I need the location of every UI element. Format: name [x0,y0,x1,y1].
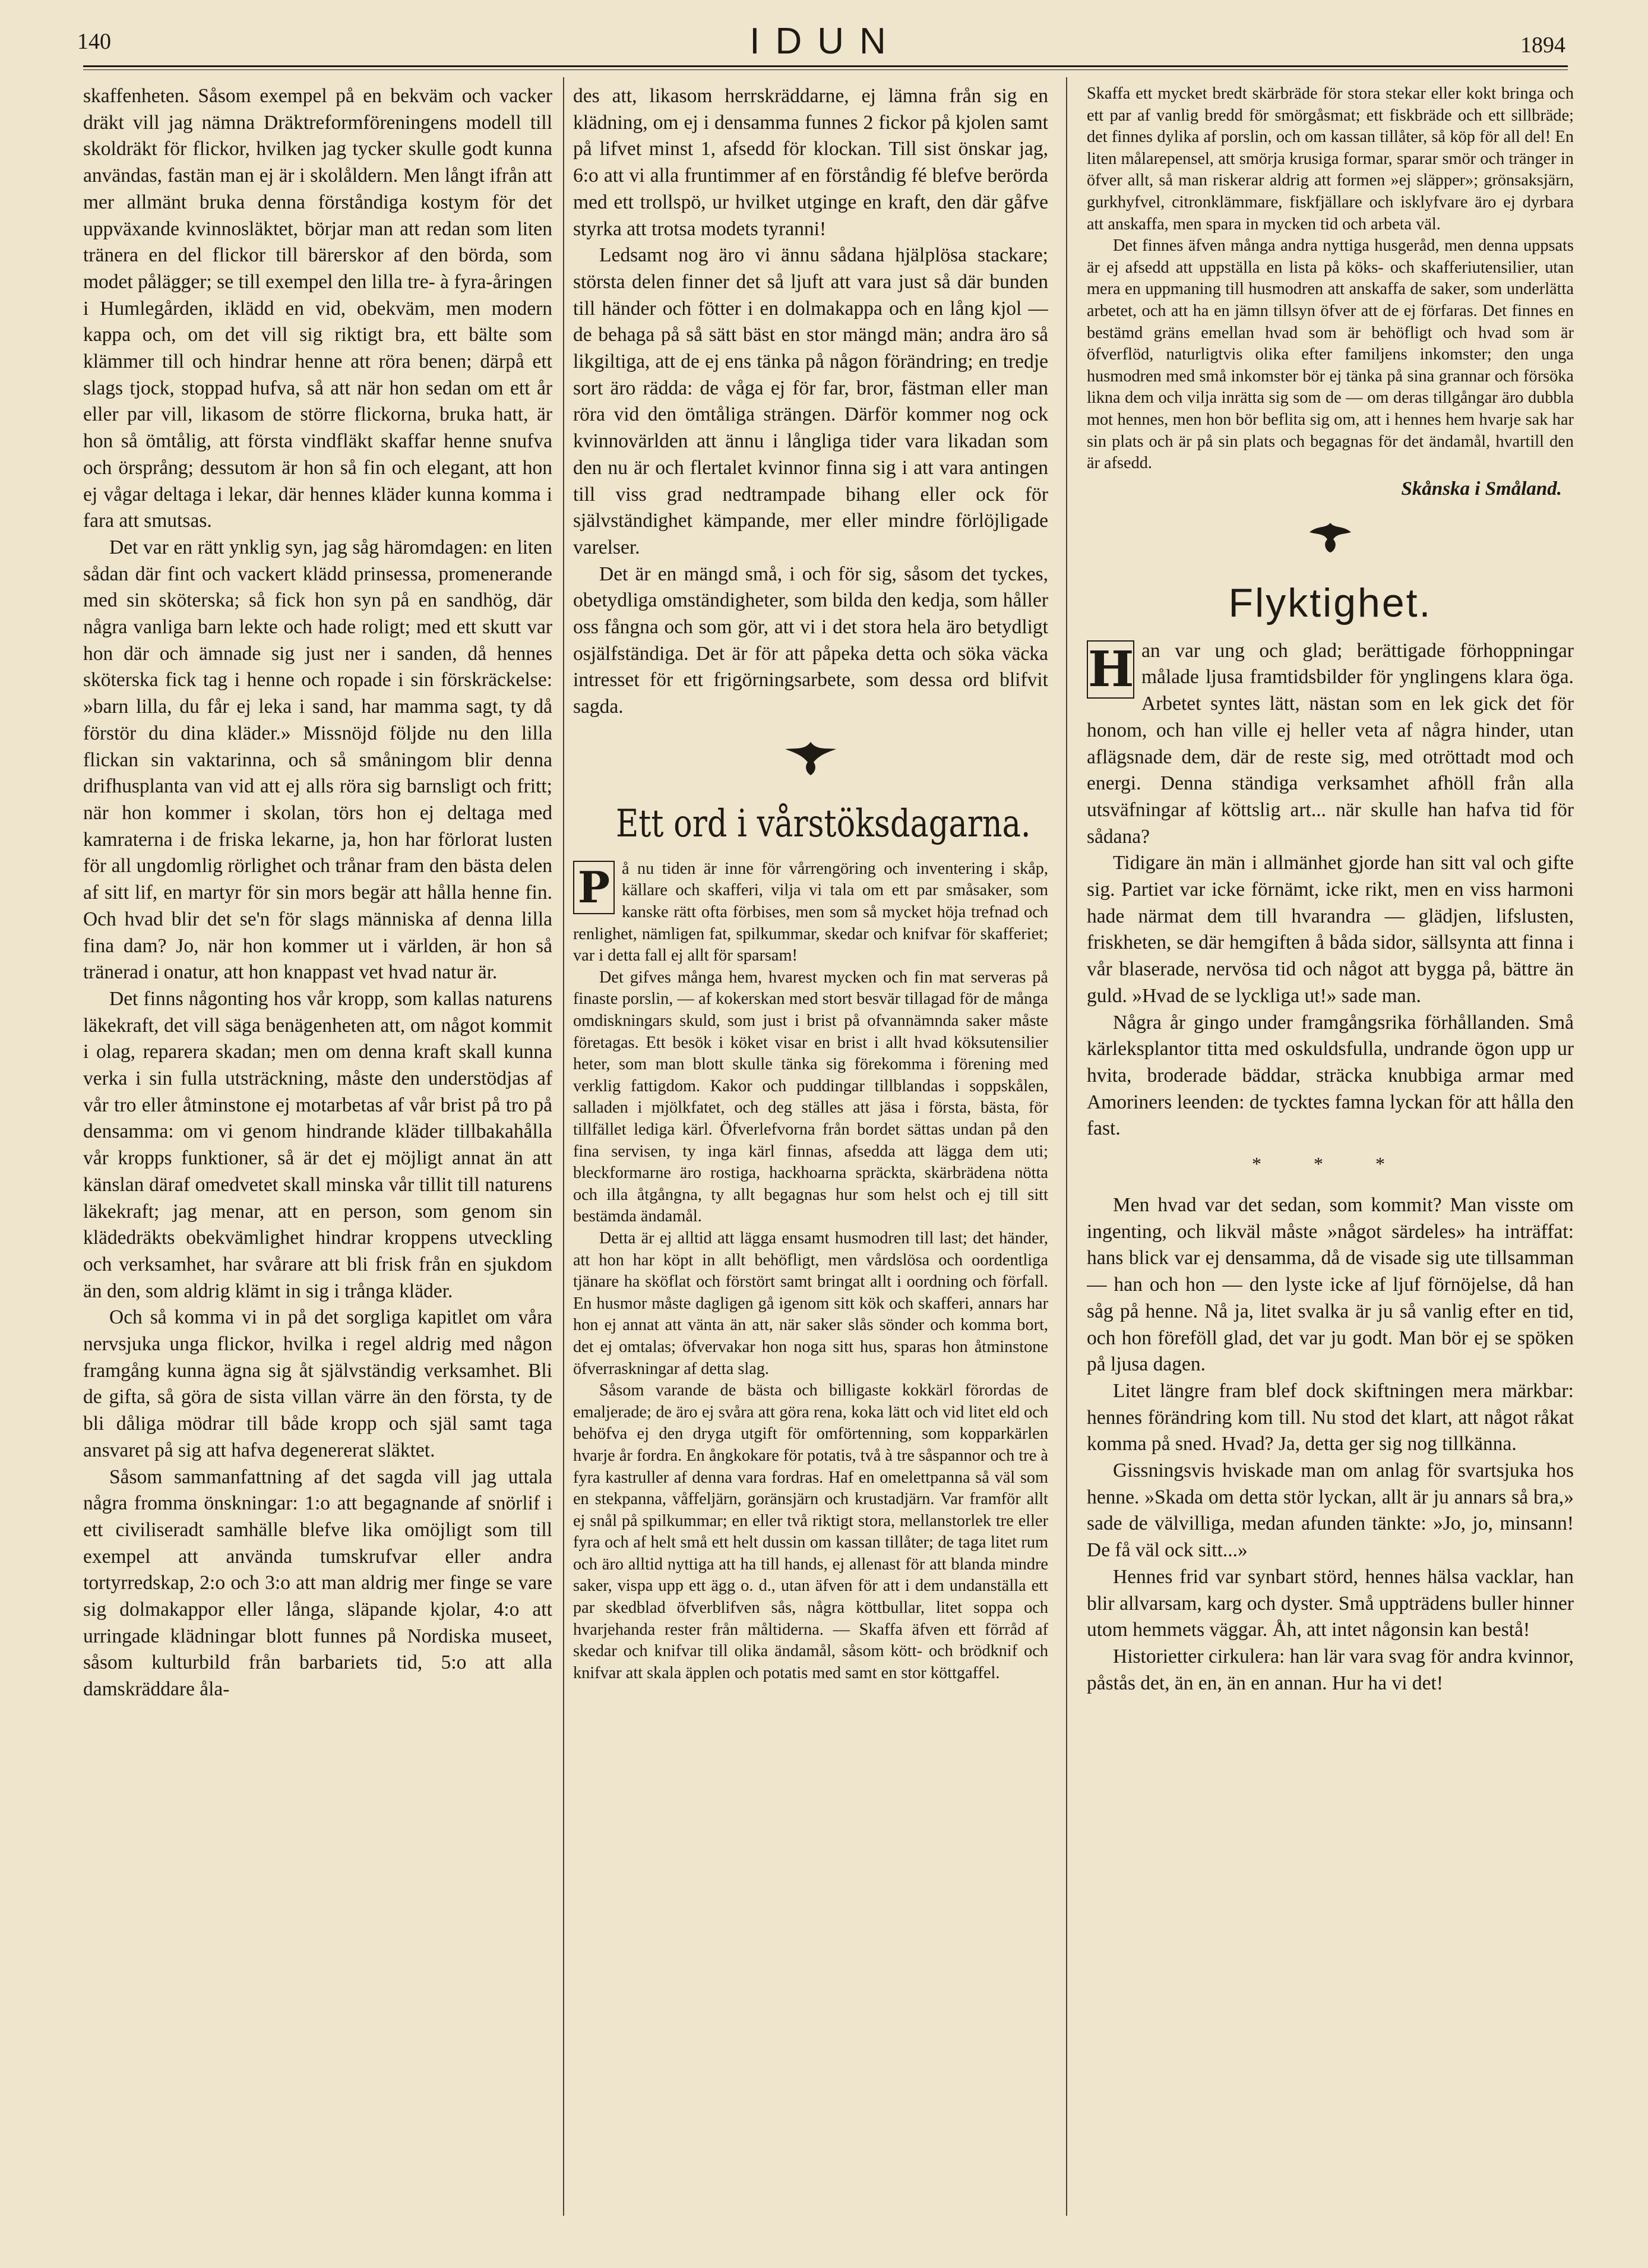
article-lead-paragraph [573,858,1048,967]
paragraph: Såsom sammanfattning af det sagda vill jag uttala några fromma önskningar: 1:o att begagnande af snörlif i ett civiliseradt samhälle blefve lika omöjligt som till exempel att använda tumskrufvar eller andra tortyrredskap, 2:o och 3:o att man aldrig mer finge se vare sig dolmakappor eller långa, släpande kjolar, 4:o att urringade klädningar blott funnes på Nordiska museet, såsom kulturbild från barbariets tid, 5:o att alla damskräddare åla- [83,1465,552,1701]
column-1 [83,83,552,2222]
masthead: IDUN [749,21,902,62]
paragraph: Det är en mängd små, i och för sig, såsom det tyckes, obetydliga omständigheter, som bilda den kedja, som håller oss fångna och som gör, att vi i det stora hela äro betydligt osjälfständiga. Det är för att påpeka detta och söka väcka intresset för ett frigörningsarbete, som dessa ord blifvit sagda. [573,563,1048,718]
paragraph: Historietter cirkulera: han lär vara svag för andra kvinnor, påstås det, än en, än en annan. Hur ha vi det! [1087,1645,1574,1694]
section-break: * * * [1252,1153,1409,1175]
paragraph: Det finnes äfven många andra nyttiga husgeråd, men denna uppsats är ej afsedd att uppställa en lista på köks- och skafferiutensilier, utan mera en uppmaning till husmodren att anskaffa de saker, som underlätta arbetet, och att ha en jämn tillsyn öfver att de ej förfaras. Det finnes en bestämd gräns emellan hvad som är behöfligt och hvad som är öfverflöd, naturligtvis olika efter familjens inkomster; den unga husmodren med små inkomster bör ej tänka på sina grannar och försöka likna dem och vilja inrätta sig som de — om deras tillgångar äro dubbla mot hennes, men hon bör beflita sig om, att i hennes hem hvarje sak har sin plats och är på sin plats och begagnas för det ändamål, hvartill den är afsedd. [1087,236,1574,473]
paragraph: Såsom varande de bästa och billigaste kokkärl förordas de emaljerade; de äro ej svåra att göra rena, koka lätt och vid litet eld och behöfva ej den dryga utgift för omförtenning, som kopparkärlen hvarje år fordra. En ångkokare för potatis, två à tre såspannor och tre à fyra kastruller af denna vara fordras. Haf en omelettpanna så väl som en stekpanna, våffeljärn, goränsjärn och krustadjärn. Var framför allt ej snål på spilkummar; en eller två riktigt stora, mellanstorlek tre eller fyra och af helt små ett helt dussin om kassan tillåter; de taga litet rum och äro alltid nyttiga att ha till hands, ej allenast för att blanda mindre saker, vispa upp ett ägg o. d., utan äfven för att i dem undanställa ett par skedblad öfverblifven sås, några köttbullar, litet soppa och hvarjehanda rester från måltiderna. — Skaffa äfven ett förråd af skedar och knifvar till olika ändamål, såsom kött- och brödknif och knifvar att skala äpplen och potatis med samt en stor köttgaffel. [573,1381,1048,1682]
column-divider [563,77,564,2216]
page-header [0,0,1648,65]
paragraph: Ledsamt nog äro vi ännu sådana hjälplösa stackare; största delen finner det så ljuft att vara just så där bunden till händer och fötter i en dolmakappa och en lång kjol — de behaga på så sätt bäst en stor mängd män; andra äro så likgiltiga, att de ej ens tänka på någon förändring; en tredje sort äro rädda: de våga ej för far, bror, fästman eller man röra vid den ömtåliga strängen. Därför kommer nog ock kvinnovärlden att ännu i långliga tider vara likadan som den nu är och flertalet kvinnor finna sig i att vara antingen till viss grad nedtrampade bihang eller ock för självständighet kämpande, mer eller mindre förlöjligade varelser. [573,244,1048,558]
ornament-icon [1304,517,1357,558]
article-lead-paragraph [1087,638,1574,851]
ornament-icon [573,737,1048,787]
issue-year: 1894 [1520,33,1565,58]
column-2 [573,83,1048,2222]
signature: Skånska i Småland. [1401,478,1562,500]
lead-text: an var ung och glad; berättigade förhoppningar målade ljusa framtidsbilder för ynglingens klara öga. Arbetet syntes lätt, nästan som en lek gick det för honom, och han ville ej heller veta af några hinder, utan aflägsnade dem, där de reste sig, med otröttadt mod och energi. Denna ständiga verksamhet afhöll från alla utsväfningar af köttslig art... när skulle han hafva tid för sådana? [1087,639,1574,848]
paragraph: des att, likasom herrskräddarne, ej lämna från sig en klädning, om ej i densamma funnes 2 fickor på kjolen samt på lifvet minst 1, afsedd för klockan. Till sist önskar jag, 6:o att vi alla fruntimmer af en förståndig fé blefve berörda med ett trollspö, ur hvilket utginge en kraft, den där gåfve styrka att trotsa modets tyranni! [573,85,1048,240]
paragraph: Några år gingo under framgångsrika förhållanden. Små kärleksplantor titta med oskuldsfulla, undrande ögon upp ur hvita, broderade bäddar, sträcka knubbiga armar med Amoriners leenden: de tycktes famna lyckan för att hålla den fast. [1087,1011,1574,1140]
paragraph: Litet längre fram blef dock skiftningen mera märkbar: hennes förändring kom till. Nu stod det klart, att något råkat komma på sned. Hvad? Ja, detta ger sig nog tillkänna. [1087,1379,1574,1455]
article-title: Ett ord i vårstöksdagarna. [616,801,1031,846]
paragraph: Och så komma vi in på det sorgliga kapitlet om våra nervsjuka unga flickor, hvilka i regel aldrig med någon framgång kunna ägna sig åt självständig verksamhet. Bli de gifta, så göra de sista villan värre än den första, ty de bli dåliga mödrar till både kropp och själ samt taga ansvaret på sig att hafva degenererat släktet. [83,1306,552,1461]
header-rule [83,65,1568,67]
paragraph: Det gifves många hem, hvarest mycken och fin mat serveras på finaste porslin, — af kokerskan med stort besvär tillagad för de många omdiskningars skuld, som just i brist på ofvannämnda saker måste företagas. Ett besök i köket visar en brist i allt hvad köksutensilier heter, som man blott skulle tänka sig förekomma i förening med verklig fattigdom. Kakor och puddingar tillblandas i soppskålen, salladen i mjölkfatet, och deg ställes att jäsa i första, bästa, för tillfället lediga kärl. Öfverlefvorna från bordet sättas undan på den fina servisen, ty inga kärl finnas, afsedda att lägga dem uti; bleckformarne äro rostiga, hackhoarna spräckta, skärbrädena nötta och illa åtgångna, ty allt begagnas hur som helst och ej till sitt bestämda ändamål. [573,968,1048,1226]
article-title: Flyktighet. [1228,580,1432,626]
ornament-icon [778,737,843,779]
drop-cap: P [573,861,615,914]
paragraph: Skaffa ett mycket bredt skärbräde för stora stekar eller kokt bringa och ett par af vanlig bredd för smörgåsmat; ett fiskbräde och ett sillbräde; det finnes dylika af porslin, och om kassan tillåter, så köp för all del! En liten målarepensel, att smörja krusiga formar, sparar smör och tränger in öfver allt, så man riskerar aldrig att formen »ej släpper»; grönsaksjärn, gurkhyfvel, citronklämmare, fiskfjällare och isklyfvare äro ej dyrbara att anskaffa, men spara in mycken tid och arbeta väl. [1087,84,1574,233]
column-3 [1087,83,1574,2222]
column-divider [1066,77,1067,2216]
paragraph: Det finns någonting hos vår kropp, som kallas naturens läkekraft, det vill säga benägenheten att, om något kommit i olag, reparera skadan; men om denna kraft skall kunna verka i sin fulla utsträckning, måste den understödjas af vår tro eller åtminstone ej motarbetas af vår brist på tro på densamma: om vi genom hindrande kläder tillbakahålla vår kropps funktioner, så är det ej möjligt annat än att känslan däraf omedvetet skall minska vår tillit till naturens läkekraft; jag menar, att en person, som genom sin klädedräkts obekvämlighet hindrar kroppens utveckling och verksamhet, har svårare att bli frisk från en sjukdom än den, som aldrig klämt in sig i trånga kläder. [83,987,552,1302]
paragraph: Det var en rätt ynklig syn, jag såg häromdagen: en liten sådan där fint och vackert klädd prinsessa, promenerande med sin sköterska; så fick hon syn på en sandhög, där några vanliga barn lekte och hade roligt; med ett skutt var hon där och ämnade sig just ner i sanden, då hennes sköterska fick tag i henne och ropade i sin förskräckelse: »barn lilla, du får ej leka i sand, har mamma sagt, ty då förstör du dina kläder.» Missnöjd följde nu den lilla flickan sin vaktarinna, och så småningom blir denna drifhusplanta van vid att ej alls röra sig barnsligt och fritt; när hon kommer i skolan, törs hon ej deltaga med kamraterna i de friska lekarne, ja, hon har förlorat lusten för all ungdomlig rörlighet och trånar fram den bästa delen af sitt lif, en martyr för sin mors begär att hålla henne fin. Och hvad blir det se'n för slags människa af denna lilla fina dam? Jo, när hon kommer ut i världen, är hon så tränerad i onatur, att hon knappast vet hvad natur är. [83,536,552,984]
page-number: 140 [77,29,111,54]
ornament-icon [1087,517,1574,567]
paragraph: Hennes frid var synbart störd, hennes hälsa vacklar, han blir allvarsam, karg och dyster. Små uppträdens buller hinner utom hemmets väggar. Åh, att intet någonsin kan bestå! [1087,1565,1574,1641]
drop-cap: H [1088,640,1134,698]
paragraph: skaffenheten. Såsom exempel på en bekväm och vacker dräkt vill jag nämna Dräktreformföreningens modell till skoldräkt för flickor, hvilken jag tycker skulle godt kunna användas, fastän man ej är i skolåldern. Men långt ifrån att mer allmänt bruka denna förståndiga kostym för det uppväxande kvinnosläktet, börjar man att redan som liten tränera en del flickor till bärerskor af den börda, som modet pålägger; se till exempel den lilla tre- à fyra-åringen i Humlegården, iklädd en vid, obekväm, men modern kappa och, om det vill sig riktigt bra, ett bälte som klämmer till och hindrar henne att röra benen; därpå ett slags tjock, stoppad hufva, så att när hon sedan om ett år eller par vill, likasom de större flickorna, bruka hatt, är hon så ömtålig, att första vindfläkt skaffar henne snufva och örsprång; dessutom är hon så fin och elegant, att hon ej vågar deltaga i lekar, där hennes kläder kunna komma i fara att smutsas. [83,85,552,532]
paragraph: Tidigare än män i allmänhet gjorde han sitt val och gifte sig. Partiet var icke förnämt, icke rikt, men en viss harmoni hade närmat dem till hvarandra — glädjen, lifslusten, friskheten, se där hemgiften å båda sidor, sällsynta att finna i vår blaserade, nervösa tid och något att bygga på, bättre än guld. »Hvad de se lyckliga ut!» sade man. [1087,852,1574,1007]
lead-text: å nu tiden är inne för vårrengöring och inventering i skåp, källare och skafferi, vilja vi tala om ett par småsaker, som kanske rätt ofta förbises, men som så mycket höja trefnad och renlighet, nämligen fat, spilkummar, skedar och knifvar för skafferiet; var i detta fall ej allt för sparsam! [573,859,1048,965]
paragraph: Gissningsvis hviskade man om anlag för svartsjuka hos henne. »Skada om detta stör lyckan, allt är ju annars så bra,» sade de välvilliga, medan afunden tänkte: »Jo, jo, minsann! De få väl ock sitt...» [1087,1460,1574,1562]
paragraph: Detta är ej alltid att lägga ensamt husmodren till last; det händer, att hon har köpt in allt behöfligt, men vårdslösa och oordentliga tjänare ha sköflat och förstört samt bringat allt i oordning och förfall. En husmor måste dagligen gå igenom sitt kök och skafferi, annars har hon ej annat att vänta än att, när saker slås sönder och komma bort, det ej omtalas; öfvervakar hon noga sitt hus, sparas hon åtminstone öfverraskningar af detta slag. [573,1228,1048,1378]
paragraph: Men hvad var det sedan, som kommit? Man visste om ingenting, och likväl måste »något särdeles» ha inträffat: hans blick var ej densamma, då de visade sig ute tillsamman — han och hon — den lyste icke af ljuf förnöjelse, då han såg på henne. Nå ja, litet svalka är ju så vanlig efter en tid, och hon föreföll glad, det var ju godt. Man bör ej se spöken på ljusa dagen. [1087,1194,1574,1376]
